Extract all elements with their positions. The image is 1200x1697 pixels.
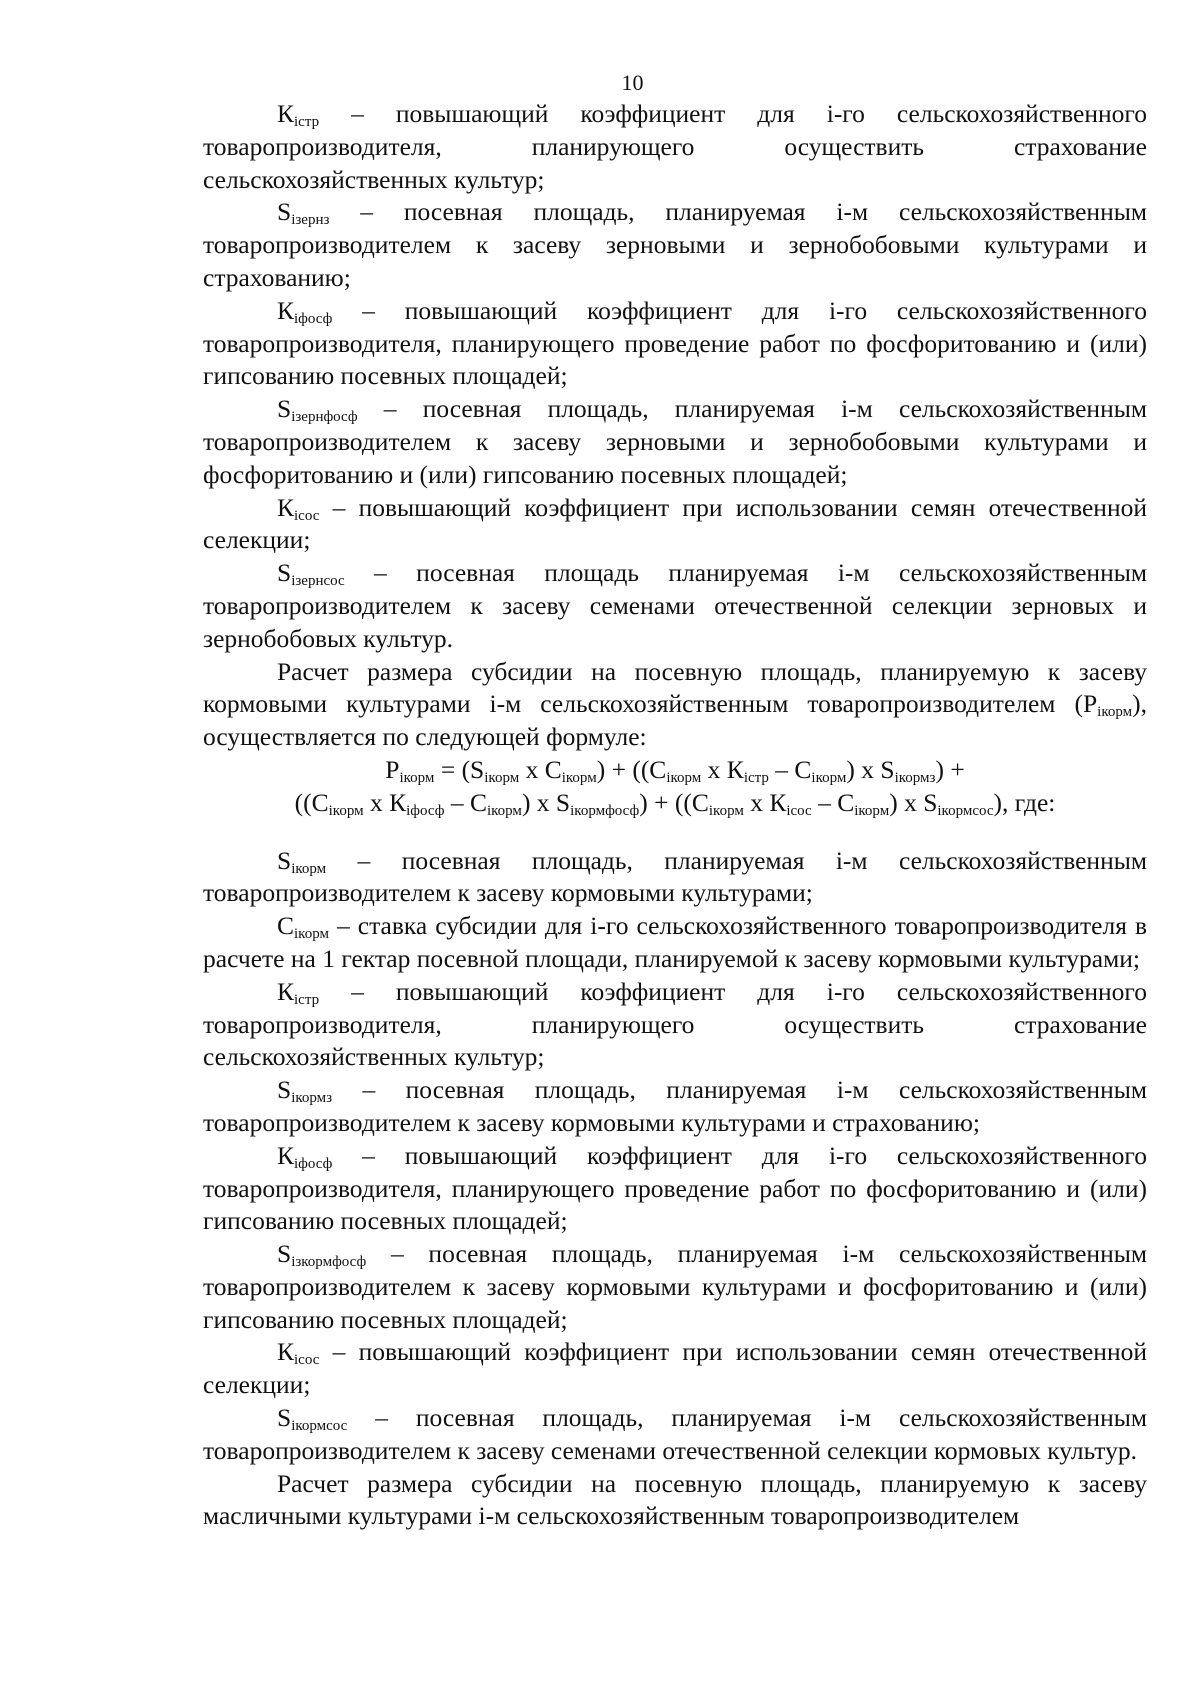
definition-paragraph (203, 1336, 1147, 1402)
formula-subscript: iкорм (484, 769, 520, 786)
formula-subscript: iкормсос (937, 802, 994, 819)
intro-fodder-before: Расчет размера субсидии на посевную площадь, планируемую к засеву кормовыми культурами i-м сельскохозяйственным товаропроизводителем (P (203, 656, 1147, 719)
definition-subscript: iфосф (294, 1155, 333, 1172)
definition-subscript: iкорм (294, 926, 329, 943)
definition-text: – посевная площадь, планируемая i-м сельскохозяйственным товаропроизводителем к засеву кормовыми культурами и фосфоритованию и (или) гипсованию посевных площадей; (203, 1239, 1147, 1334)
formula-subscript: iкорм (708, 802, 744, 819)
definition-paragraph (203, 1402, 1147, 1468)
definition-text: – повышающий коэффициент для i-го сельскохозяйственного товаропроизводителя, планирующего проведение работ по фосфоритованию и (или) гипсованию посевных площадей; (203, 295, 1147, 391)
definition-symbol: S (277, 197, 292, 227)
definition-subscript: iсос (294, 507, 320, 524)
definition-paragraph (203, 845, 1147, 911)
definition-text: – посевная площадь, планируемая i-м сельскохозяйственным товаропроизводителем к засеву зерновыми и зернобобовыми культурами и страхованию; (203, 197, 1147, 292)
formula-subscript: iкорм (811, 769, 847, 786)
page-number: 10 (621, 70, 644, 95)
formula-term: ) + ((C (596, 754, 667, 784)
intro-fodder-after: ), осуществляется по следующей формуле: (203, 689, 1147, 752)
definition-subscript: iзкормфосф (291, 1254, 367, 1271)
definition-symbol: S (277, 1075, 292, 1105)
definition-symbol: S (277, 394, 292, 424)
definition-paragraph (203, 393, 1147, 491)
formula-line-2 (203, 787, 1147, 820)
definition-subscript: iстр (294, 991, 320, 1008)
formula-subscript: iкорм (328, 802, 364, 819)
definition-subscript: iкормз (291, 1090, 333, 1107)
formula-term: х К (743, 787, 787, 817)
formula-term: ) х S (889, 787, 938, 817)
definition-text: – повышающий коэффициент для i-го сельскохозяйственного товаропроизводителя, планирующего проведение работ по фосфоритованию и (или) гипсованию посевных площадей; (203, 1140, 1147, 1236)
formula-subscript: iкормфосф (570, 802, 640, 819)
intro-fodder-paragraph (203, 656, 1147, 754)
formula-subscript: iкорм (399, 769, 435, 786)
definition-text: – повышающий коэффициент при использовании семян отечественной селекции; (203, 492, 1147, 555)
definition-subscript: iстр (294, 114, 320, 130)
definition-paragraph (203, 976, 1147, 1074)
formula-subscript: iкорм (561, 769, 597, 786)
definition-subscript: iфосф (294, 310, 333, 327)
definition-symbol: S (277, 1239, 292, 1269)
definition-text: – посевная площадь, планируемая i-м сельскохозяйственным товаропроизводителем к засеву семенами отечественной селекции кормовых культур. (203, 1403, 1147, 1465)
definitions-fodder (203, 845, 1147, 1468)
definition-paragraph (203, 910, 1147, 976)
definition-paragraph (203, 98, 1147, 196)
definition-symbol: S (277, 558, 292, 588)
definition-paragraph (203, 557, 1147, 655)
formula-term: – C (811, 787, 855, 817)
definition-subscript: iзернз (291, 212, 330, 229)
definition-text: – посевная площадь, планируемая i-м сельскохозяйственным товаропроизводителем к засеву зерновыми и зернобобовыми культурами и фосфоритованию и (или) гипсованию посевных площадей; (203, 394, 1147, 489)
definition-text: – посевная площадь планируемая i-м сельскохозяйственным товаропроизводителем к засеву семенами отечественной селекции зерновых и зернобобовых культур. (203, 558, 1147, 653)
definition-paragraph (203, 1140, 1147, 1238)
definition-subscript: iсос (294, 1352, 320, 1369)
formula-subscript: iкорм (486, 802, 522, 819)
formula-term: ) + (935, 754, 965, 784)
definition-paragraph (203, 1074, 1147, 1140)
definition-text: – повышающий коэффициент при использовании семян отечественной селекции; (203, 1337, 1147, 1400)
definition-symbol: К (277, 99, 295, 128)
definition-subscript: iзернсос (291, 573, 345, 590)
closing-paragraph: Расчет размера субсидии на посевную площадь, планируемую к засеву масличными культурами i-м сельскохозяйственным товаропроизводителем (203, 1468, 1147, 1531)
definition-text: – посевная площадь, планируемая i-м сельскохозяйственным товаропроизводителем к засеву кормовыми культурами; (203, 845, 1147, 908)
formula-term: х C (519, 754, 562, 784)
definition-text: – повышающий коэффициент для i-го сельскохозяйственного товаропроизводителя, планирующего осуществить страхование сельскохозяйственных культур; (203, 99, 1147, 194)
definition-subscript: iкормсос (291, 1418, 348, 1435)
definition-subscript: iкорм (291, 860, 327, 877)
formula-subscript: iкормз (894, 769, 936, 786)
formula-term: P (385, 754, 400, 784)
definition-text: – повышающий коэффициент для i-го сельскохозяйственного товаропроизводителя, планирующего осуществить страхование сельскохозяйственных культур; (203, 976, 1147, 1072)
definition-symbol: К (277, 976, 295, 1006)
formula-subscript: iфосф (406, 802, 445, 819)
definition-text: – ставка субсидии для i-го сельскохозяйственного товаропроизводителя в расчете на 1 гектар посевной площади, планируемой к засеву кормовыми культурами; (203, 911, 1147, 973)
formula-subscript: iстр (743, 769, 769, 786)
formula-subscript: iкорм (854, 802, 890, 819)
definition-symbol: C (277, 911, 295, 941)
definition-symbol: S (277, 845, 292, 875)
definition-symbol: К (277, 295, 295, 325)
definition-paragraph (203, 196, 1147, 294)
formula-term: ) х S (521, 787, 571, 817)
spacer (203, 820, 1147, 845)
definitions-grain (203, 98, 1147, 656)
document-body (203, 98, 1147, 1533)
definition-symbol: К (277, 1337, 295, 1367)
formula-term: = (S (434, 754, 485, 784)
formula-term: ((C (294, 787, 329, 817)
formula-term: х К (363, 787, 407, 817)
formula-term: ) х S (846, 754, 895, 784)
definition-symbol: К (277, 1140, 295, 1170)
formula-line-1 (203, 754, 1147, 787)
definition-symbol: S (277, 1403, 292, 1433)
formula-term: – C (768, 754, 812, 784)
definition-subscript: iзернфосф (291, 409, 358, 426)
definition-paragraph (203, 492, 1147, 558)
definition-paragraph (203, 295, 1147, 393)
definition-text: – посевная площадь, планируемая i-м сельскохозяйственным товаропроизводителем к засеву кормовыми культурами и страхованию; (203, 1075, 1147, 1137)
formula-term: ) + ((C (639, 787, 709, 817)
formula-term: – C (444, 787, 487, 817)
formula-subscript: iкорм (666, 769, 702, 786)
definition-paragraph (203, 1238, 1147, 1336)
formula-subscript: iсос (786, 802, 812, 819)
intro-fodder-subscript: iкорм (1097, 704, 1133, 721)
formula-term: ), где: (993, 787, 1056, 817)
definition-symbol: К (277, 492, 295, 522)
formula-term: х К (701, 754, 744, 784)
